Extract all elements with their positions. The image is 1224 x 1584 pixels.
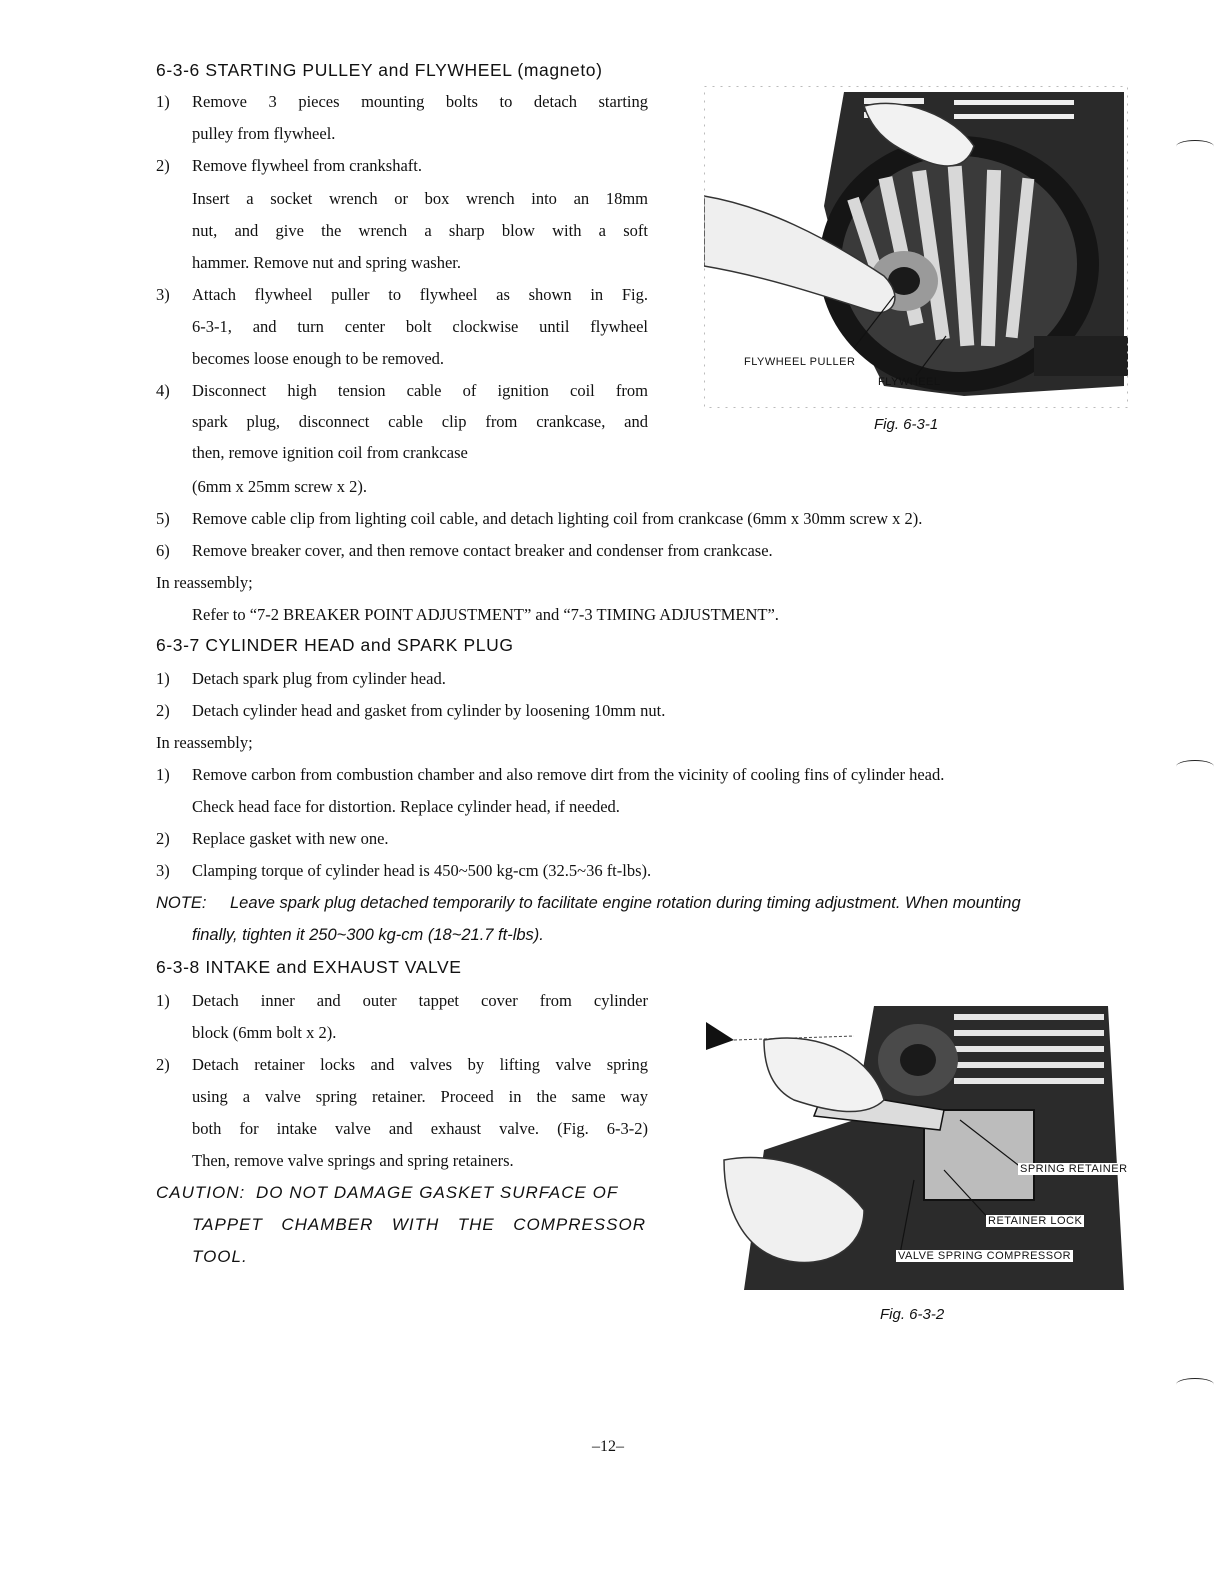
step-number: 1) [156,765,170,784]
section-heading-6-3-8: 6-3-8 INTAKE and EXHAUST VALVE [156,957,462,977]
caution-line: TOOL. [192,1247,248,1266]
valve-compressor-illustration [704,1000,1128,1292]
step-line: becomes loose enough to be removed. [192,349,445,368]
step-line: Remove cable clip from lighting coil cable, and detach lighting coil from crankcase (6mm x 30mm screw x 2). [192,509,923,528]
caution-label: CAUTION: [156,1183,246,1202]
caution-line: TAPPET CHAMBER WITH THE COMPRESSOR [192,1215,646,1234]
label-spring-retainer: SPRING RETAINER [1020,1163,1128,1175]
step-line: Check head face for distortion. Replace cylinder head, if needed. [192,797,620,816]
step-line: spark plug, disconnect cable clip from crankcase, and [192,412,648,431]
step-line: (6mm x 25mm screw x 2). [192,477,368,496]
step-line: hammer. Remove nut and spring washer. [192,253,461,272]
reassembly-label: In reassembly; [156,733,253,752]
step-line: Attach flywheel puller to flywheel as shown in Fig. [192,285,648,304]
margin-mark [1176,140,1214,153]
step-number: 1) [156,669,170,688]
step-line: block (6mm bolt x 2). [192,1023,337,1042]
step-number: 1) [156,991,170,1010]
step-number: 2) [156,701,170,720]
note-line: Leave spark plug detached temporarily to facilitate engine rotation during timing adjustment. When mounting [230,894,1021,912]
step-line: Remove 3 pieces mounting bolts to detach starting [192,92,648,111]
step-line: Then, remove valve springs and spring retainers. [192,1151,514,1170]
reassembly-text: Refer to “7-2 BREAKER POINT ADJUSTMENT” and “7-3 TIMING ADJUSTMENT”. [192,605,779,624]
step-number: 2) [156,156,170,175]
step-line: Remove carbon from combustion chamber and also remove dirt from the vicinity of cooling fins of cylinder head. [192,765,945,784]
figure-caption-6-3-2: Fig. 6-3-2 [880,1306,945,1323]
step-number: 5) [156,509,170,528]
step-line: pulley from flywheel. [192,124,336,143]
page-number: –12– [592,1438,624,1455]
step-line: Insert a socket wrench or box wrench into an 18mm [192,189,648,208]
step-line: Detach retainer locks and valves by lifting valve spring [192,1055,648,1074]
figure-flywheel-photo [704,86,1128,408]
step-line: Detach cylinder head and gasket from cylinder by loosening 10mm nut. [192,701,666,720]
section-heading-6-3-6: 6-3-6 STARTING PULLEY and FLYWHEEL (magneto) [156,60,603,80]
margin-mark [1176,1378,1214,1391]
step-line: Replace gasket with new one. [192,829,389,848]
label-valve-spring-compressor: VALVE SPRING COMPRESSOR [898,1250,1072,1262]
step-line: Detach inner and outer tappet cover from cylinder [192,991,648,1010]
step-line: Detach spark plug from cylinder head. [192,669,446,688]
step-line: 6-3-1, and turn center bolt clockwise until flywheel [192,317,648,336]
step-line: Clamping torque of cylinder head is 450~500 kg-cm (32.5~36 ft-lbs). [192,861,652,880]
step-line: Remove breaker cover, and then remove contact breaker and condenser from crankcase. [192,541,773,560]
step-line: Remove flywheel from crankshaft. [192,156,423,175]
step-number: 6) [156,541,170,560]
label-flywheel: FLYWHEEL [878,376,941,388]
label-retainer-lock: RETAINER LOCK [988,1215,1083,1227]
step-line: both for intake valve and exhaust valve. (Fig. 6-3-2) [192,1119,648,1138]
step-number: 2) [156,1055,170,1074]
step-line: then, remove ignition coil from crankcase [192,443,468,462]
note-line: finally, tighten it 250~300 kg-cm (18~21.7 ft-lbs). [192,926,544,944]
step-number: 2) [156,829,170,848]
step-number: 4) [156,381,170,400]
figure-valve-photo [704,1000,1128,1292]
step-number: 1) [156,92,170,111]
step-line: using a valve spring retainer. Proceed in the same way [192,1087,648,1106]
step-line: Disconnect high tension cable of ignition coil from [192,381,648,400]
label-flywheel-puller: FLYWHEEL PULLER [744,356,856,368]
figure-caption-6-3-1: Fig. 6-3-1 [874,416,939,433]
step-number: 3) [156,285,170,304]
section-heading-6-3-7: 6-3-7 CYLINDER HEAD and SPARK PLUG [156,635,514,655]
margin-mark [1176,760,1214,773]
note-label: NOTE: [156,894,207,912]
step-line: nut, and give the wrench a sharp blow with a soft [192,221,648,240]
step-number: 3) [156,861,170,880]
reassembly-label: In reassembly; [156,573,253,592]
caution-line: DO NOT DAMAGE GASKET SURFACE OF [256,1183,619,1202]
